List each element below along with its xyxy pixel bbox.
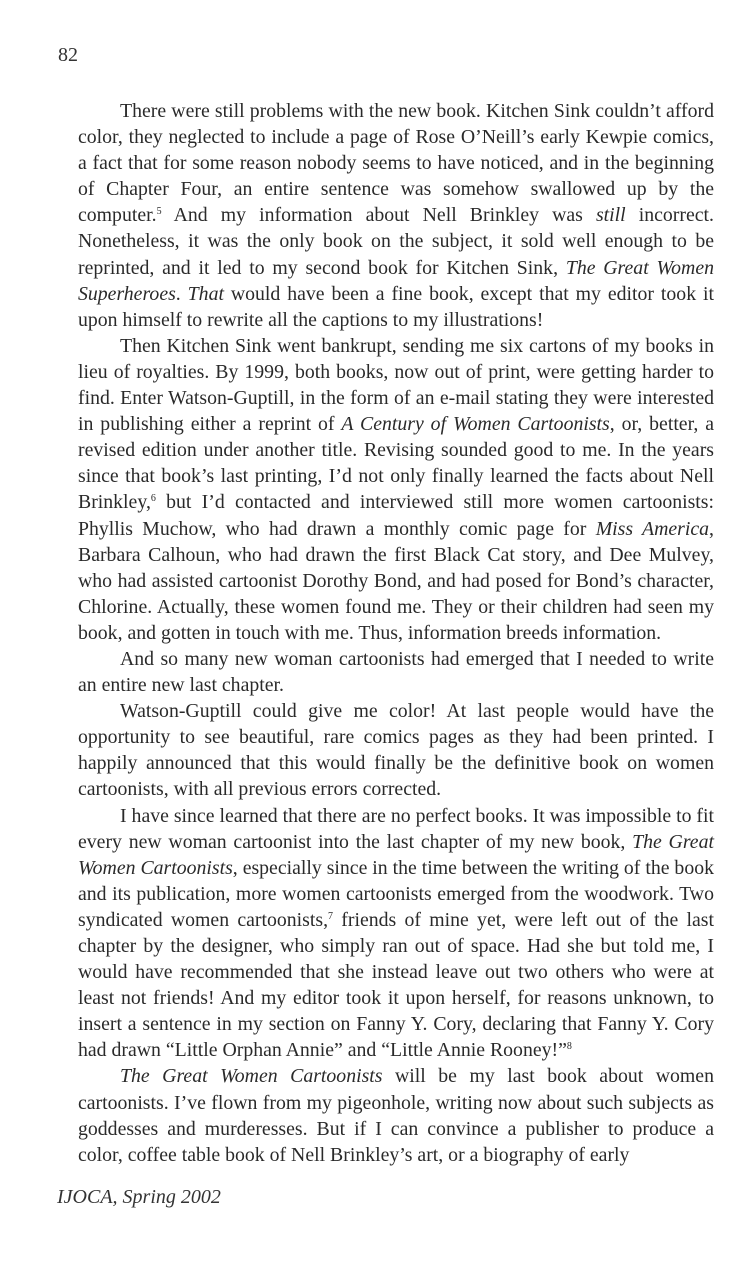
paragraph [78,1063,714,1167]
paragraph: Watson-Guptill could give me color! At last people would have the opportunity to see beautiful, rare comics pages as they had been printed. I happily announced that this would finally be the definitive book on women cartoonists, with all previous errors corrected. [78,700,714,801]
paragraph-text: , Barbara Calhoun, who had drawn the first Black Cat story, and Dee Mulvey, who had assisted cartoonist Dorothy Bond, and had posed for Bond’s character, Chlorine. Actually, these women found me. They or their children had seen my book, and gotten in touch with me. Thus, information breeds information. [78,517,714,644]
magazine-title: Miss America [595,517,710,540]
paragraph-text: I have since learned that there are no perfect books. It was impossible to fit every new woman cartoonist into the last chapter of my new book, [78,804,714,853]
paragraph-text: will be my last book about women cartoonists. I’ve flown from my pigeonhole, writing now about such subjects as goddesses and murderesses. But if I can convince a publisher to produce a color, coffee table book of Nell Brinkley’s art, or a biography of early [78,1065,714,1166]
paragraph-text: would have been a fine book, except that my editor took it upon himself to rewrite all the captions to my illustrations! [78,282,714,331]
paragraph-text: And my information about Nell Brinkley was [161,204,596,227]
body-text [78,98,714,1168]
book-title: The Great Women Superheroes [78,256,714,305]
book-title: The Great Women Cartoonists [78,830,714,879]
paragraph-text: Then Kitchen Sink went bankrupt, sending me six cartons of my books in lieu of royalties. By 1999, both books, now out of print, were getting harder to find. Enter Watson-Guptill, in the form of an e-mail stating they were interested in publishing either a reprint of [78,334,714,436]
paragraph-text: There were still problems with the new book. Kitchen Sink couldn’t afford color, they neglected to include a page of Rose O’Neill’s early Kewpie comics, a fact that for some reason nobody seems to have noticed, and in the beginning of Chapter Four, an entire sentence was somehow swallowed up by the computer. [78,100,714,227]
page-number: 82 [58,44,78,66]
footnote-marker: 5 [156,206,162,218]
paragraph-text: but I’d contacted and interviewed still more women cartoonists: Phyllis Muchow, who had drawn a monthly comic page for [78,491,714,540]
emphasis-that: That [187,282,224,305]
paragraph-text: , or, better, a revised edition under another title. Revising sounded good to me. In the years since that book’s last printing, I’d not only finally learned the facts about Nell Brinkley, [78,413,715,514]
paragraph-text: incorrect. Nonetheless, it was the only book on the subject, it sold well enough to be reprinted, and it led to my second book for Kitchen Sink, [78,204,714,279]
footnote-marker: 7 [328,910,334,922]
paragraph-text: friends of mine yet, were left out of the last chapter by the designer, who simply ran out of space. Had she but told me, I would have recommended that she instead leave out two others who were at least not friends! And my editor took it upon herself, for reasons unknown, to insert a sentence in my section on Fanny Y. Cory, declaring that Fanny Y. Cory had drawn “Little Orphan Annie” and “Little Annie Rooney!” [78,908,714,1062]
book-title: A Century of Women Cartoonists [341,413,610,436]
paragraph [78,803,714,1064]
paragraph-text: , especially since in the time between the writing of the book and its publication, more women cartoonists emerged from the woodwork. Two syndicated women cartoonists, [78,856,714,931]
footnote-marker: 8 [566,1041,572,1053]
paragraph [78,98,714,333]
footnote-marker: 6 [150,493,156,505]
paragraph-text: . [175,282,188,305]
emphasis-still: still [595,204,626,227]
journal-footer: IJOCA, Spring 2002 [57,1186,221,1208]
paragraph [78,333,714,646]
book-title: The Great Women Cartoonists [120,1065,383,1088]
paragraph: And so many new woman cartoonists had emerged that I needed to write an entire new last chapter. [78,647,714,697]
